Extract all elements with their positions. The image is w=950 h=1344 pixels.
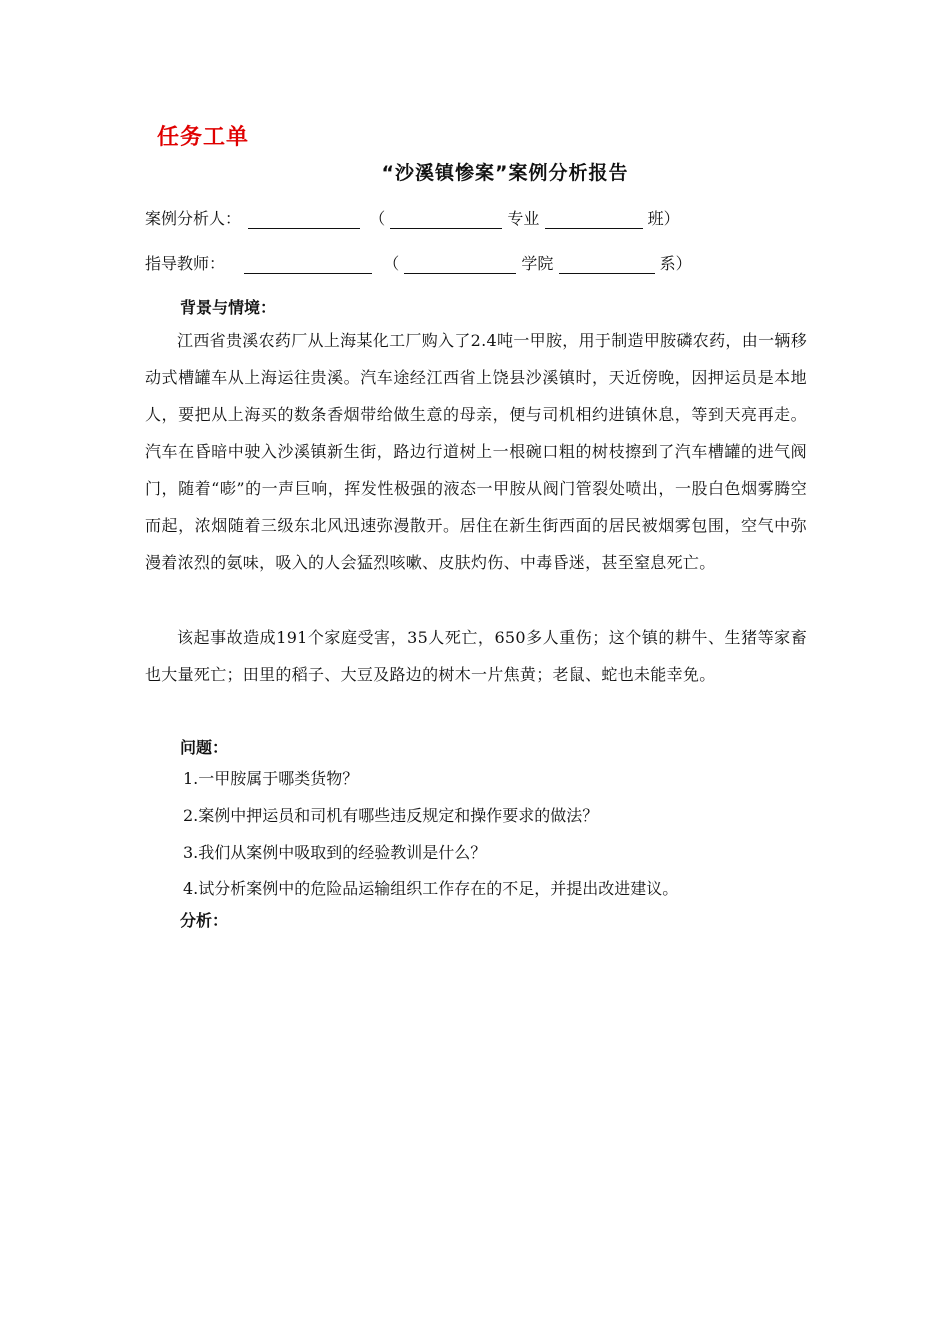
open-paren: （ <box>369 209 386 228</box>
class-blank[interactable] <box>545 210 643 229</box>
analysis-heading: 分析： <box>180 911 229 930</box>
task-label: 任务工单 <box>157 125 250 150</box>
class-label: 班） <box>647 209 680 228</box>
major-label: 专业 <box>507 209 540 228</box>
question-item: 3.我们从案例中吸取到的经验教训是什么？ <box>183 843 487 862</box>
teacher-row <box>145 251 692 274</box>
page-title: “沙溪镇惨案”案例分析报告 <box>381 162 629 184</box>
analyst-row <box>145 206 680 229</box>
analyst-name-blank[interactable] <box>248 210 360 229</box>
open-paren: （ <box>383 254 400 273</box>
background-paragraph-2: 该起事故造成191个家庭受害，35人死亡，650多人重伤；这个镇的耕牛、生猪等家畜也大量死亡；田里的稻子、大豆及路边的树木一片焦黄；老鼠、蛇也未能幸免。 <box>145 628 807 684</box>
question-item: 4.试分析案例中的危险品运输组织工作存在的不足，并提出改进建议。 <box>183 879 679 898</box>
major-blank[interactable] <box>390 210 502 229</box>
analyst-label: 案例分析人： <box>145 209 242 228</box>
teacher-name-blank[interactable] <box>244 255 372 274</box>
college-blank[interactable] <box>404 255 516 274</box>
question-item: 1.一甲胺属于哪类货物？ <box>183 769 359 788</box>
dept-blank[interactable] <box>559 255 655 274</box>
dept-label: 系） <box>659 254 692 273</box>
college-label: 学院 <box>521 254 554 273</box>
background-paragraph-1: 江西省贵溪农药厂从上海某化工厂购入了2.4吨一甲胺，用于制造甲胺磷农药，由一辆移动式槽罐车从上海运往贵溪。汽车途经江西省上饶县沙溪镇时，天近傍晚，因押运员是本地人，要把从上海买的数条香烟带给做生意的母亲，便与司机相约进镇休息，等到天亮再走。汽车在昏暗中驶入沙溪镇新生街，路边行道树上一根碗口粗的树枝擦到了汽车槽罐的进气阀门，随着“嘭”的一声巨响，挥发性极强的液态一甲胺从阀门管裂处喷出，一股白色烟雾腾空而起，浓烟随着三级东北风迅速弥漫散开。居住在新生街西面的居民被烟雾包围，空气中弥漫着浓烈的氨味，吸入的人会猛烈咳嗽、皮肤灼伤、中毒昏迷，甚至窒息死亡。 <box>145 331 807 572</box>
background-heading: 背景与情境： <box>180 298 277 317</box>
teacher-label: 指导教师： <box>145 254 226 273</box>
question-item: 2.案例中押运员和司机有哪些违反规定和操作要求的做法？ <box>183 806 599 825</box>
questions-heading: 问题： <box>180 738 229 757</box>
